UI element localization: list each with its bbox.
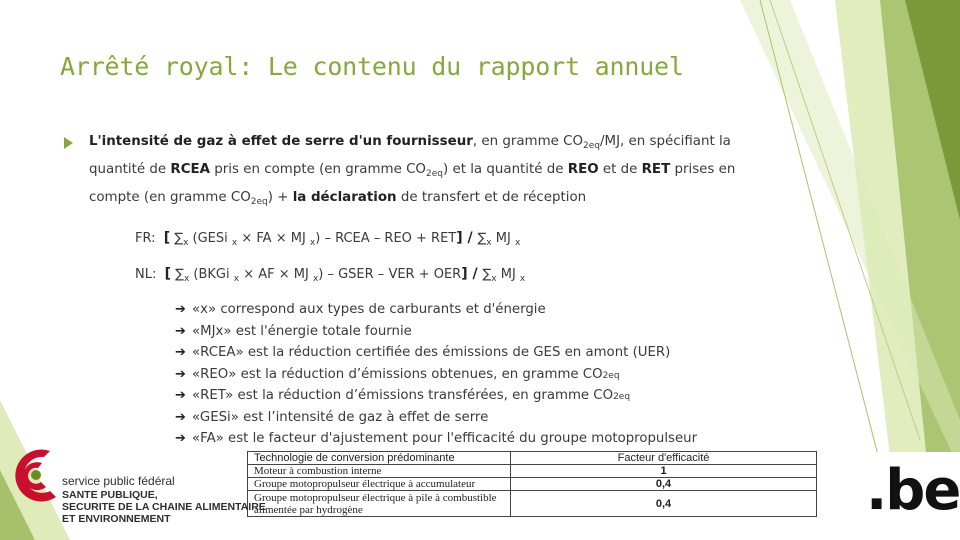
arrow-right-icon: ➔ (175, 431, 186, 446)
arrow-right-icon: ➔ (175, 323, 186, 339)
arrow-right-icon: ➔ (175, 302, 186, 317)
formula-fr (135, 230, 520, 248)
definition-item (175, 410, 775, 432)
bullet-triangle-icon (64, 137, 73, 149)
formula-part: × FA × MJ (237, 231, 310, 246)
bullet-text-part: et de (598, 162, 642, 177)
subscript-x: x (233, 274, 240, 284)
spf-logo-text (62, 475, 266, 525)
formula-close-bracket: ] (456, 230, 463, 246)
bullet-bold-declaration: la déclaration (292, 190, 397, 205)
bullet-line-1 (89, 130, 769, 158)
bullet-bold-rcea: RCEA (170, 162, 211, 177)
bullet-text-part: ) + (267, 190, 293, 205)
table-row (248, 465, 817, 478)
arrow-right-icon: ➔ (175, 366, 186, 382)
bullet-text-part: , en gramme CO (472, 134, 584, 149)
formula-sum: ∑ (482, 267, 492, 282)
be-logo: .be (866, 458, 960, 523)
formula-label: FR: (135, 231, 156, 246)
table-cell: Groupe motopropulseur électrique à accumulateur (248, 478, 511, 491)
definition-text: «GESi» est l’intensité de gaz à effet de serre (192, 409, 489, 425)
subscript-2eq: 2eq (602, 370, 620, 381)
bullet-bold-term: L'intensité de gaz à effet de serre d'un fournisseur (89, 134, 473, 149)
formula-sum: ∑ (477, 231, 487, 246)
slide-title: Arrêté royal: Le contenu du rapport annuel (60, 52, 684, 81)
definition-text: «RET» est la réduction d’émissions transférées, en gramme CO (192, 388, 614, 403)
definition-text: «RCEA» est la réduction certifiée des émissions de GES en amont (UER) (192, 345, 671, 360)
bullet-bold-reo: REO (567, 162, 599, 177)
bullet-text-part: prises en (670, 162, 736, 177)
bullet-text-part: de transfert et de réception (396, 190, 587, 205)
formula-part: MJ (491, 231, 515, 246)
formula-sum: ∑ (171, 267, 184, 282)
table-cell: 1 (511, 465, 817, 478)
logo-line: SECURITE DE LA CHAINE ALIMENTAIRE (62, 501, 266, 513)
bullet-text-part: quantité de (89, 162, 171, 177)
efficiency-table (247, 451, 817, 536)
definition-item (175, 431, 775, 453)
definition-item (175, 345, 775, 367)
formula-part: ) – RCEA – REO + RET (315, 231, 457, 246)
table-header-cell: Technologie de conversion prédominante (248, 452, 511, 465)
subscript-2eq: 2eq (613, 392, 631, 402)
bullet-text-part: /MJ, en spécifiant la (600, 134, 731, 149)
subscript-2eq: 2eq (583, 141, 601, 151)
table-row (248, 478, 817, 491)
subscript-x: x (183, 238, 189, 248)
subscript-x: x (183, 274, 190, 284)
definition-item (175, 302, 775, 324)
logo-line: SANTE PUBLIQUE, (62, 489, 158, 501)
bullet-text-part: pris en compte (en gramme CO (210, 162, 426, 177)
formula-part: ) – GSER – VER + OER (318, 267, 462, 282)
subscript-2eq: 2eq (425, 169, 443, 179)
spf-logo-icon (6, 445, 62, 515)
table-header-cell: Facteur d'efficacité (511, 452, 817, 465)
subscript-x: x (519, 274, 526, 284)
arrow-right-icon: ➔ (175, 388, 186, 403)
formula-part: (BKGi (189, 267, 234, 282)
definition-item (175, 367, 775, 389)
subscript-x: x (312, 274, 319, 284)
definition-item (175, 324, 775, 346)
table-header-row (248, 452, 817, 465)
table-cell: 0,4 (511, 491, 817, 517)
formula-part: × AF × MJ (239, 267, 313, 282)
formula-nl (135, 266, 525, 284)
logo-line: service public fédéral (62, 474, 175, 488)
definition-text: «x» correspond aux types de carburants et d'énergie (192, 302, 546, 317)
subscript-x: x (491, 274, 497, 284)
bullet-text-part: ) et la quantité de (442, 162, 568, 177)
definitions-list (175, 302, 775, 453)
formula-sum: ∑ (170, 231, 184, 246)
table-cell: 0,4 (511, 478, 817, 491)
subscript-x: x (514, 238, 521, 248)
table-cell: Groupe motopropulseur électrique à pile à combustible alimentée par hydrogène (248, 491, 511, 517)
arrow-right-icon: ➔ (175, 345, 186, 360)
bullet-line-2 (89, 158, 769, 186)
definition-text: «MJx» est l'énergie totale fournie (192, 323, 412, 339)
formula-slash: / (467, 266, 483, 282)
logo-line: ET ENVIRONNEMENT (62, 513, 171, 525)
bullet-bold-ret: RET (641, 162, 671, 177)
formula-open-bracket: [ (164, 266, 172, 282)
efficiency-table-grid (247, 451, 817, 517)
arrow-right-icon: ➔ (175, 409, 186, 425)
formula-part: MJ (496, 267, 520, 282)
definition-item (175, 388, 775, 410)
subscript-x: x (231, 238, 238, 248)
subscript-x: x (486, 238, 492, 248)
bullet-paragraph (89, 130, 769, 214)
bullet-text-part: compte (en gramme CO (89, 190, 251, 205)
table-row (248, 491, 817, 517)
bullet-line-3 (89, 186, 769, 214)
definition-text: «FA» est le facteur d'ajustement pour l'efficacité du groupe motopropulseur (192, 431, 698, 446)
subscript-2eq: 2eq (250, 197, 268, 207)
formula-open-bracket: [ (163, 230, 171, 246)
table-cell: Moteur à combustion interne (248, 465, 511, 478)
subscript-x: x (309, 238, 316, 248)
formula-label: NL: (135, 267, 157, 282)
formula-slash: / (462, 230, 478, 246)
formula-part: (GESi (188, 231, 232, 246)
formula-close-bracket: ] (461, 266, 468, 282)
definition-text: «REO» est la réduction d’émissions obtenues, en gramme CO (192, 366, 603, 382)
